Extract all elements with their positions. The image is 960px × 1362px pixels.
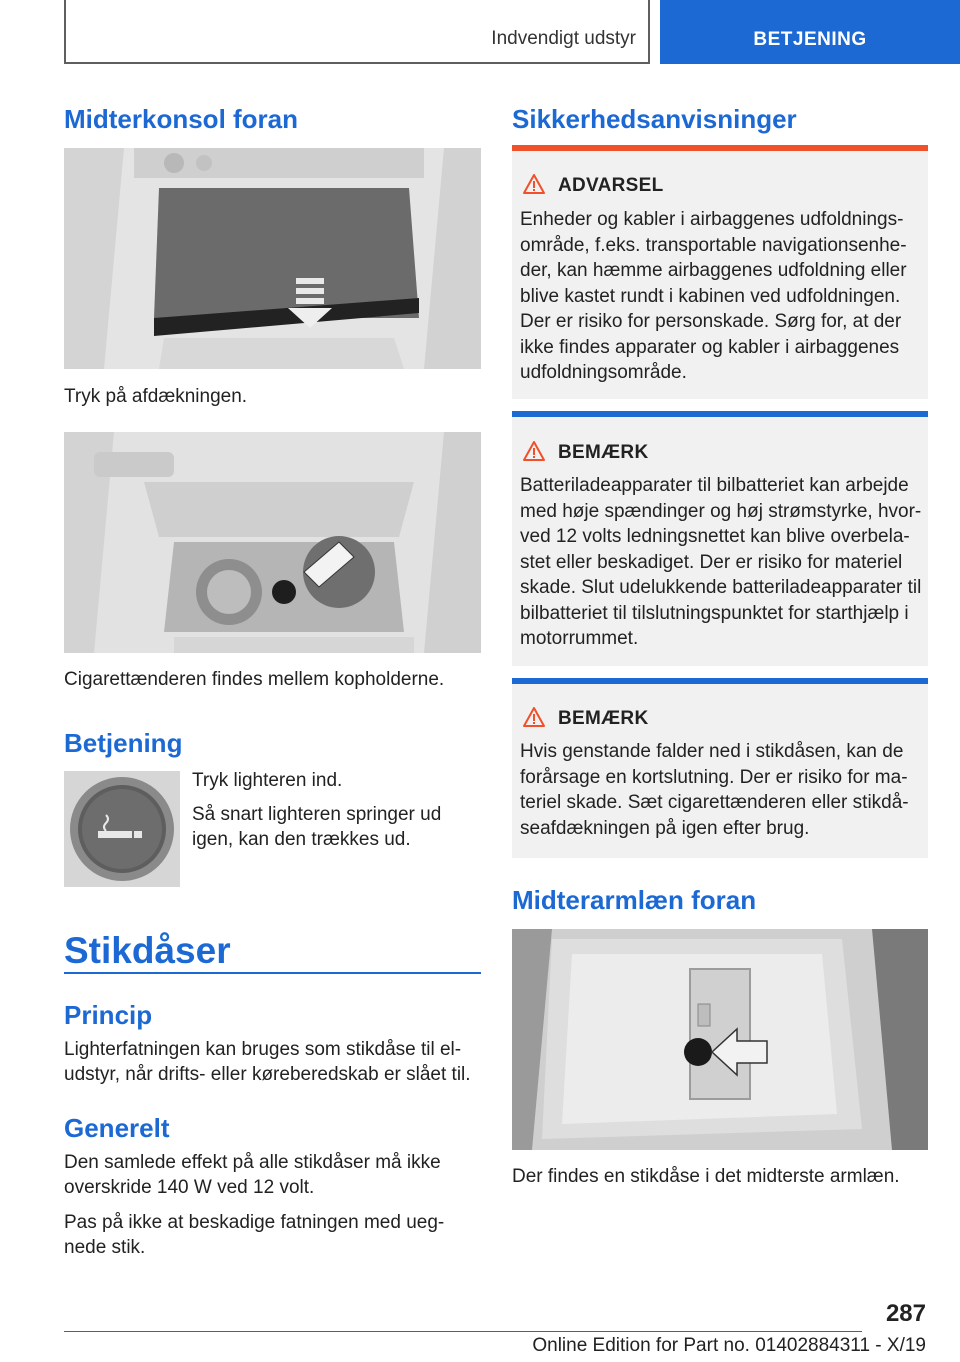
header-section-box [64, 0, 650, 64]
note-1-text: Batteriladeapparater til bilbatteriet kan arbejde med høje spændinger og høj strømstyrke, hvor-ved 12 volts ledningsnettet kan blive overbela-stet eller beskadiget. Der er risiko for materiel skade. Slut udelukkende batteriladeapparater til bilbatteriet til tilslutningspunktet for starthjælp i motorrummet. [520, 475, 922, 649]
heading-sockets: Stikdåser [64, 930, 231, 971]
footer-edition: Online Edition for Part no. 01402884311 - X/19 [532, 1335, 926, 1356]
warning-text: Enheder og kabler i airbaggenes udfoldnings-område, f.eks. transportable navigationsenhe-der, kan hæmme airbaggenes udfoldning eller blive kastet rundt i kabinen ved udfoldningen. Der er risiko for personskade. Sørg for, at der ikke findes apparater og kabler i airbaggenes udfoldningsområde. [520, 209, 907, 383]
note-1-triangle-icon [522, 440, 546, 462]
warning-triangle-icon [522, 173, 546, 195]
header-section-title: Indvendigt udstyr [491, 28, 636, 49]
warning-title: ADVARSEL [558, 175, 664, 196]
note-box-1 [512, 411, 928, 666]
note-2-triangle-icon [522, 706, 546, 728]
note-box-2 [512, 678, 928, 858]
note-2-bar [512, 678, 928, 684]
general-text-1: Den samlede effekt på alle stikdåser må ikke overskride 140 W ved 12 volt. [64, 1152, 441, 1198]
operation-text-1: Tryk lighteren ind. [192, 770, 343, 791]
caption-armrest: Der findes en stikdåse i det midterste armlæn. [512, 1166, 900, 1187]
general-text-2: Pas på ikke at beskadige fatningen med ueg-nede stik. [64, 1212, 445, 1258]
header-chapter-label: BETJENING [753, 29, 867, 50]
heading-general: Generelt [64, 1113, 170, 1143]
heading-front-console: Midterkonsol foran [64, 104, 299, 134]
principle-text: Lighterfatningen kan bruges som stikdåse til el-udstyr, når drifts- eller køreberedskab er slået til. [64, 1039, 471, 1085]
operation-text-2: Så snart lighteren springer ud igen, kan den trækkes ud. [192, 804, 442, 850]
note-1-title: BEMÆRK [558, 442, 649, 463]
footer-rule [64, 1331, 862, 1332]
heading-armrest: Midterarmlæn foran [512, 885, 757, 915]
lighter-button-image [64, 771, 180, 887]
header-chapter-tab[interactable] [660, 0, 960, 64]
caption-press-cover: Tryk på afdækningen. [64, 386, 248, 407]
note-2-title: BEMÆRK [558, 708, 649, 729]
warning-box [512, 145, 928, 399]
heading-principle: Princip [64, 1000, 153, 1030]
note-1-bar [512, 411, 928, 417]
heading-safety: Sikkerhedsanvisninger [512, 104, 797, 134]
note-2-text: Hvis genstande falder ned i stikdåsen, kan de forårsage en kortslutning. Der er risiko for ma-teriel skade. Sæt cigarettænderen eller stikdå-seafdækningen på igen efter brug. [520, 741, 909, 839]
page-number: 287 [885, 1300, 926, 1327]
heading-operation: Betjening [64, 728, 183, 758]
heading-sockets-rule [64, 972, 481, 974]
photo-console-cover [64, 148, 481, 369]
caption-lighter-location: Cigarettænderen findes mellem kopholderne. [64, 669, 445, 690]
warning-bar [512, 145, 928, 151]
photo-lighter-location [64, 432, 481, 653]
photo-armrest-socket [512, 929, 928, 1150]
